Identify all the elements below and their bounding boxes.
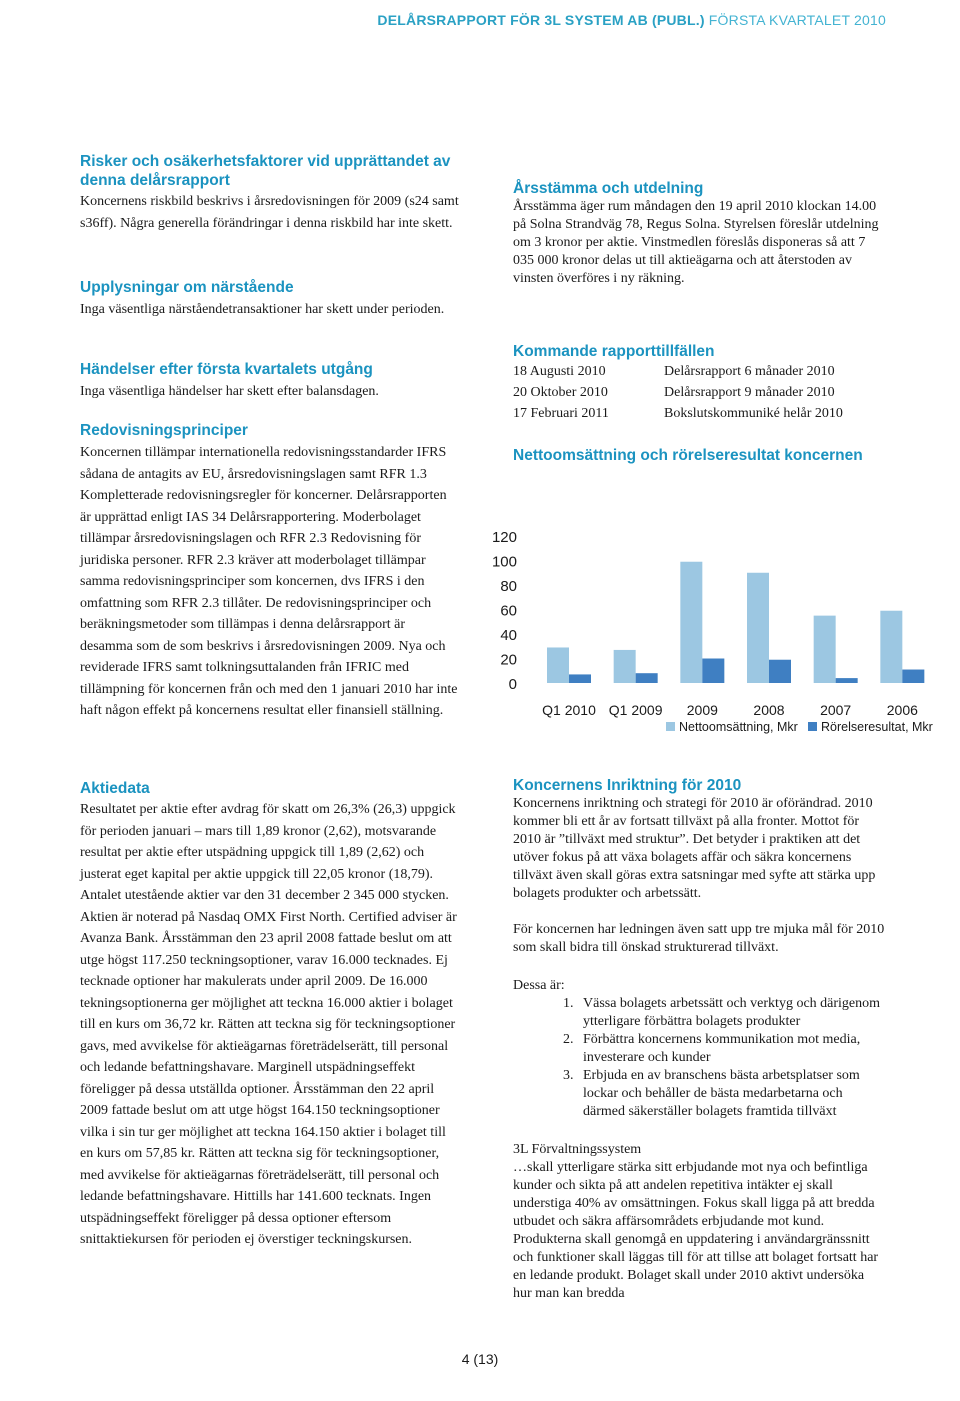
- report-header: [377, 12, 886, 28]
- bar-nettoomsattning: [680, 562, 702, 683]
- x-tick-label: 2007: [820, 702, 852, 718]
- inriktning-paragraph-2: För koncernen har ledningen även satt upp tre mjuka mål för 2010 som skall bidra till önskad strukturerad tillväxt.: [513, 922, 885, 955]
- list-item: 2. Förbättra koncernens kommunikation mot media, investerare och kunder: [577, 1031, 885, 1067]
- upplysningar-heading: Upplysningar om närstående: [80, 279, 294, 296]
- bar-nettoomsattning: [880, 611, 902, 683]
- bar-rorelseresultat: [702, 659, 724, 684]
- schedule-row: [513, 364, 843, 385]
- aktiedata-heading: Aktiedata: [80, 780, 150, 797]
- y-tick-label: 40: [500, 627, 517, 644]
- chart-title-block: [513, 446, 885, 465]
- inriktning-paragraph-3: Dessa är:: [513, 978, 565, 993]
- y-tick-label: 60: [500, 602, 517, 620]
- goals-list: [513, 995, 885, 1121]
- bar-nettoomsattning: [547, 647, 569, 683]
- legend-swatch: [808, 722, 817, 731]
- bar-rorelseresultat: [902, 670, 924, 683]
- schedule-date: 17 Februari 2011: [513, 406, 609, 421]
- bar-nettoomsattning: [747, 573, 769, 683]
- section-inriktning: [513, 776, 885, 1303]
- legend-label: Rörelseresultat, Mkr: [821, 720, 933, 734]
- handelser-body: Inga väsentliga händelser har skett efter balansdagen.: [80, 384, 379, 399]
- schedule-report: Delårsrapport 9 månader 2010: [664, 385, 835, 400]
- bar-rorelseresultat: [569, 674, 591, 683]
- redovisning-heading: Redovisningsprinciper: [80, 422, 248, 439]
- section-upplysningar: [80, 278, 460, 321]
- handelser-heading: Händelser efter första kvartalets utgång: [80, 361, 373, 378]
- y-tick-label: 80: [500, 578, 517, 595]
- page-number: 4 (13): [461, 1351, 499, 1367]
- schedule-date: 18 Augusti 2010: [513, 364, 606, 379]
- forvaltning-body: …skall ytterligare stärka sitt erbjudande mot nya och befintliga kunder och sikta på att andelen repetitiva intäkter ej skall understiga 40% av omsättningen. Fokus skall ligga på att bredda utbudet och säkra affärsområdets erbjudande mot kund. Produkterna skall genomgå en uppdatering i användargränssnitt och funktioner skall läggas till för att tillse att bolaget fortsatt har en ledande produkt. Bolaget skall under 2010 aktivt undersöka hur man kan bredda: [513, 1160, 879, 1301]
- chart-title: Nettoomsättning och rörelseresultat koncernen: [513, 447, 863, 464]
- schedule-row: [513, 385, 843, 406]
- forvaltning-heading: 3L Förvaltningssystem: [513, 1142, 642, 1157]
- revenue-chart: [470, 490, 950, 740]
- section-risker: [80, 152, 460, 234]
- list-item: 3. Erbjuda en av branschens bästa arbetsplatser som lockar och behåller de bästa medarbetarna och därmed säkerställer bolagets framtida tillväxt: [577, 1067, 885, 1121]
- arsstamma-body: Årsstämma äger rum måndagen den 19 april 2010 klockan 14.00 på Solna Strandväg 78, Regus Solna. Styrelsen föreslår utdelning om 3 kronor per aktie. Vinstmedlen föreslås disponeras så att 7 035 000 kronor delas ut till aktieägarna och att återstoden av vinsten överföres i ny räkning.: [513, 199, 879, 286]
- bar-rorelseresultat: [836, 678, 858, 683]
- y-tick-label: 120: [491, 529, 517, 546]
- aktiedata-body: Resultatet per aktie efter avdrag för skatt om 26,3% (26,3) uppgick för perioden januari – mars till 1,89 kronor (2,62), motsvarande resultat per aktie efter utspädning uppgick till 1,89 (2,62) och justerat eget kapital per aktie uppgick till 22,05 kronor (18,79). Antalet utestående aktier var den 31 december 2 345 000 stycken. Aktien är noterad på Nasdaq OMX First North. Certified adviser är Avanza Bank. Årsstämman den 23 april 2008 fattade beslut om att utge högst 117.250 teckningsoptioner, varav 16.000 tecknades. Ej tecknade optioner har makulerats under april 2009. De 16.000 tekningsoptionerna ger möjlighet att teckna 16.000 aktier i bolaget till en kurs om 36,72 kr. Rätten att teckna sig för teckningsoptioner gavs, med avvikelse för aktieägarnas företrädelserätt, till personal och ledande befattningshavare. Marginell utspädningseffekt föreligger på dessa utställda optioner. Årsstämman den 22 april 2009 fattade beslut om att utge högst 164.150 teckningsoptioner vilka i sin tur ger möjlighet att teckna 164.150 aktier i bolaget till en kurs om 57,85 kr. Rätten att teckna sig för teckningsoptioner, med avvikelse för aktieägarnas företrädelserätt, till personal och ledande befattningshavare. Hittills har 141.600 tecknats. Ingen utspädningseffekt föreligger på dessa optioner eftersom snittaktiekursen för perioden ej överstiger teckningskursen.: [80, 802, 457, 1247]
- risker-heading: Risker och osäkerhetsfaktorer vid upprättandet av denna delårsrapport: [80, 153, 451, 189]
- section-arsstamma: [513, 179, 885, 288]
- schedule-date: 20 Oktober 2010: [513, 385, 608, 400]
- header-subtitle: FÖRSTA KVARTALET 2010: [708, 12, 886, 28]
- x-tick-label: 2006: [886, 702, 918, 718]
- redovisning-body: Koncernen tillämpar internationella redovisningsstandarder IFRS sådana de antagits av EU, årsredovisningslagen samt RFR 1.3 Kompletterade redovisningsregler för koncerner. Delårsrapporten är upprättad enligt IAS 34 Delårsrapportering. Moderbolaget tillämpar årsredovisningslagen och RFR 2.3 Redovisning för juridiska personer. RFR 2.3 kräver att moderbolaget tillämpar samma redovisningsprinciper som koncernen, dvs IFRS i den omfattning som RFR 2.3 tillåter. De redovisningsprinciper och beräkningsmetoder som tillämpas i denna delårsrapport är desamma som de som beskrivs i årsredovisningen 2009. Nya och reviderade IFRS samt tolkningsuttalanden från IFRIC med tillämpning för koncernen från och med den 1 januari 2010 har inte haft någon effekt på koncernens resultat eller finansiell ställning.: [80, 445, 458, 718]
- arsstamma-heading: Årsstämma och utdelning: [513, 180, 704, 197]
- kommande-heading: Kommande rapporttillfällen: [513, 343, 715, 360]
- header-title: DELÅRSRAPPORT FÖR 3L SYSTEM AB (PUBL.): [377, 12, 705, 28]
- x-tick-label: Q1 2009: [608, 702, 663, 718]
- x-tick-label: Q1 2010: [542, 702, 596, 718]
- report-schedule-table: [513, 364, 843, 427]
- schedule-row: [513, 406, 843, 427]
- schedule-report: Bokslutskommuniké helår 2010: [664, 406, 843, 421]
- bar-rorelseresultat: [769, 660, 791, 683]
- section-handelser: [80, 360, 460, 403]
- bar-rorelseresultat: [636, 673, 658, 683]
- section-redovisning: [80, 421, 460, 722]
- x-tick-label: 2008: [753, 702, 785, 718]
- x-tick-label: 2009: [686, 702, 718, 718]
- section-aktiedata: [80, 779, 460, 1251]
- risker-body: Koncernens riskbild beskrivs i årsredovisningen för 2009 (s24 samt s36ff). Några generella förändringar i denna riskbild har inte skett.: [80, 194, 459, 231]
- bar-nettoomsattning: [614, 650, 636, 683]
- bar-nettoomsattning: [814, 616, 836, 683]
- legend-swatch: [666, 722, 675, 731]
- inriktning-heading: Koncernens Inriktning för 2010: [513, 777, 742, 794]
- section-kommande: [513, 342, 885, 427]
- y-tick-label: 0: [508, 676, 517, 693]
- legend-label: Nettoomsättning, Mkr: [679, 720, 798, 734]
- schedule-report: Delårsrapport 6 månader 2010: [664, 364, 835, 379]
- upplysningar-body: Inga väsentliga närståendetransaktioner har skett under perioden.: [80, 302, 445, 317]
- y-tick-label: 20: [500, 651, 517, 669]
- list-item: 1. Vässa bolagets arbetssätt och verktyg och därigenom ytterligare förbättra bolagets produkter: [577, 995, 885, 1031]
- inriktning-paragraph-1: Koncernens inriktning och strategi för 2010 är oförändrad. 2010 kommer bli ett år av fortsatt tillväxt på alla fronter. Mottot för 2010 är ”tillväxt med struktur”. Det betyder i praktiken att det utöver fokus på att växa bolagets affär och säkra koncernens tillväxt även skall göras extra satsningar med syfte att stärka upp bolagets produkter och arbetssätt.: [513, 796, 876, 901]
- y-tick-label: 100: [491, 553, 517, 571]
